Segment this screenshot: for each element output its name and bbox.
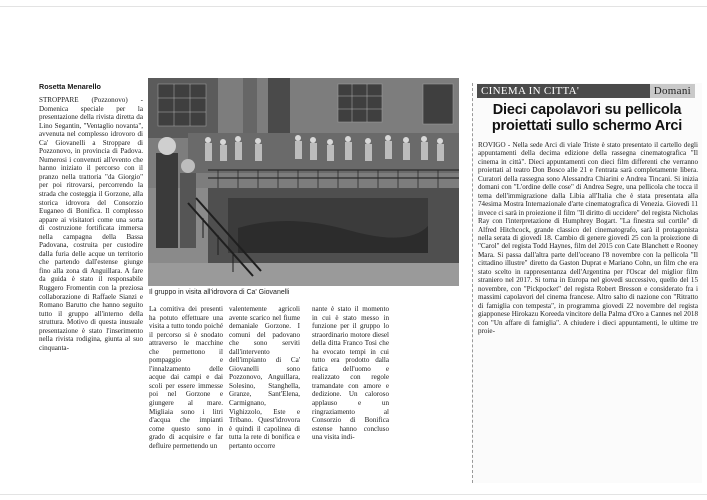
rubric-label: CINEMA IN CITTA' xyxy=(481,85,580,97)
article-body xyxy=(478,141,698,471)
article-column-2 xyxy=(149,305,223,487)
body-text: ROVIGO - Nella sede Arci di viale Triste è stato presentato il cartello degli appuntamenti della decima edizione della rassegna cinematografica "Il cinema in città". Dieci appuntamenti con dieci film differenti che verranno proiettati al teatro Don Bosco alle 21 e l'entrata sarà completamente libera. Curatori della rassegna sono Alessandra Chiarini e Andrea Tincani. Si inizia domani con "L'ordine delle cose" di Andrea Segre, una pellicola che tocca il tema dell'immigrazione dalla Libia all'Italia che è stata presentata alla 74esima Mostra Internazionale d'arte cinematografica di Venezia. Giovedì 11 invece ci sarà in proiezione il film "Il diritto di uccidere" del regista Nicholas Ray con l'interpretazione di Humphrey Bogart. "La finestra sul cortile" di Alfred Hitchcock, grande classico del cinematografo, sarà il protagonista nella serata di giovedì 18. Cambio di genere giovedì 25 con la proiezione di "Carol" del regista Todd Haynes, film del 2015 con Cate Blanchett e Rooney Mara. Si passa dall'altra parte dell'oceano l'8 novembre con la pellicola "Il cittadino illustre" diretto da Gaston Duprat e Mariano Cohn, un film che era stato scelto in rappresentanza dell'Argentina per l'Oscar del miglior film straniero nel 2017. Si torna in Europa nel giovedì successivo, quello del 15 novembre, con "Pickpocket" del regista Robert Bresson e considerato fra i massimi capolavori del cinema francese. Altro salto di nazione con "Ritratto di famiglia con tempesta", in programma giovedì 22 novembre del regista giapponese Hirokazu Koreeda vincitore della Palma d'Oro a Cannes nel 2018 con "Un affare di famiglia". A chiudere i dieci appuntamenti, le ultime tre proie- xyxy=(478,141,698,335)
scan-artifact xyxy=(0,6,707,7)
article-column-1 xyxy=(39,96,143,488)
column-text: La comitiva dei presenti ha potuto effettuare una visita a tutto tondo poiché il percorso si è snodato attraverso le macchine che permettono il pompaggio e l'innalzamento delle acque dai campi e dai scoli per essere immesse poi nel Gorzone e giungere al mare. Migliaia sono i litri d'acqua che impianti come questo sono in grado di acquisire e far defluire permettendo un xyxy=(149,305,223,450)
photo-illustration xyxy=(148,78,459,286)
section-rubric xyxy=(477,84,695,98)
column-text: valentemente agricoli avente scarico nel fiume demaniale Gorzone. I comuni del padovano che sono serviti dall'intervento dell'impianto di Ca' Giovanelli sono Pozzonovo, Anguillara, Solesino, Stanghella, Granze, Sant'Elena, Carmignano, Vighizzolo, Este e Tribano. Quest'idrovora è quindi il capolinea di tutta la rete di bonifica e pertanto occorre xyxy=(229,305,300,450)
photo-caption: Il gruppo in visita all'idrovora di Ca' Giovanelli xyxy=(149,289,290,296)
scan-artifact xyxy=(0,494,707,495)
column-text: nante è stato il momento in cui è stato messo in funzione per il gruppo lo straordinario motore diesel della ditta Franco Tosi che ha evocato tempi in cui tutto era prodotto dalla fatica dell'uomo e realizzato con regole tramandate con amore e dedizione. Un caloroso applauso e un ringraziamento al Consorzio di Bonifica estense hanno concluso una visita indi- xyxy=(312,305,389,442)
article-column-3 xyxy=(229,305,300,487)
article-photo xyxy=(148,78,459,286)
rubric-tag: Domani xyxy=(650,84,695,98)
column-text: STROPPARE (Pozzonovo) - Domenica speciale per la presentazione della rivista diretta da Lino Segantin, "Ventaglio novanta", avvenuta nel complesso idrovoro di Ca' Giovanelli a Stroppare di Pozzonovo, in provincia di Padova. Numerosi i convenuti all'evento che hanno iniziato il percorso con il pranzo nella trattoria "da Giorgio" per poi ritrovarsi, percorrendo la strada che costeggia il Gorzone, alla storica idrovora del Consorzio Euganeo di Bonifica. Il complesso appare ai visitatori come una sorta di costruzione fortificata immersa nella campagna della Bassa Padovana, costruita per custodire dalla furia delle acque un territorio che partendo dall'estense giunge fino alla zona di Anguillara. A fare da guida è stato il responsabile Ruggero Fromentin con la preziosa collaborazione di Raffaele Sianzi e Romano Barutto che hanno seguito tutto il gruppo all'interno della struttura. Motivo di questa inusuale presentazione è stato l'inserimento nella rivista rodigina, giunta al suo cinquanta- xyxy=(39,96,143,352)
article-column-4 xyxy=(312,305,389,487)
article-byline: Rosetta Menarello xyxy=(39,82,101,91)
article-headline: Dieci capolavori su pellicola proiettati sullo schermo Arci xyxy=(491,102,683,134)
